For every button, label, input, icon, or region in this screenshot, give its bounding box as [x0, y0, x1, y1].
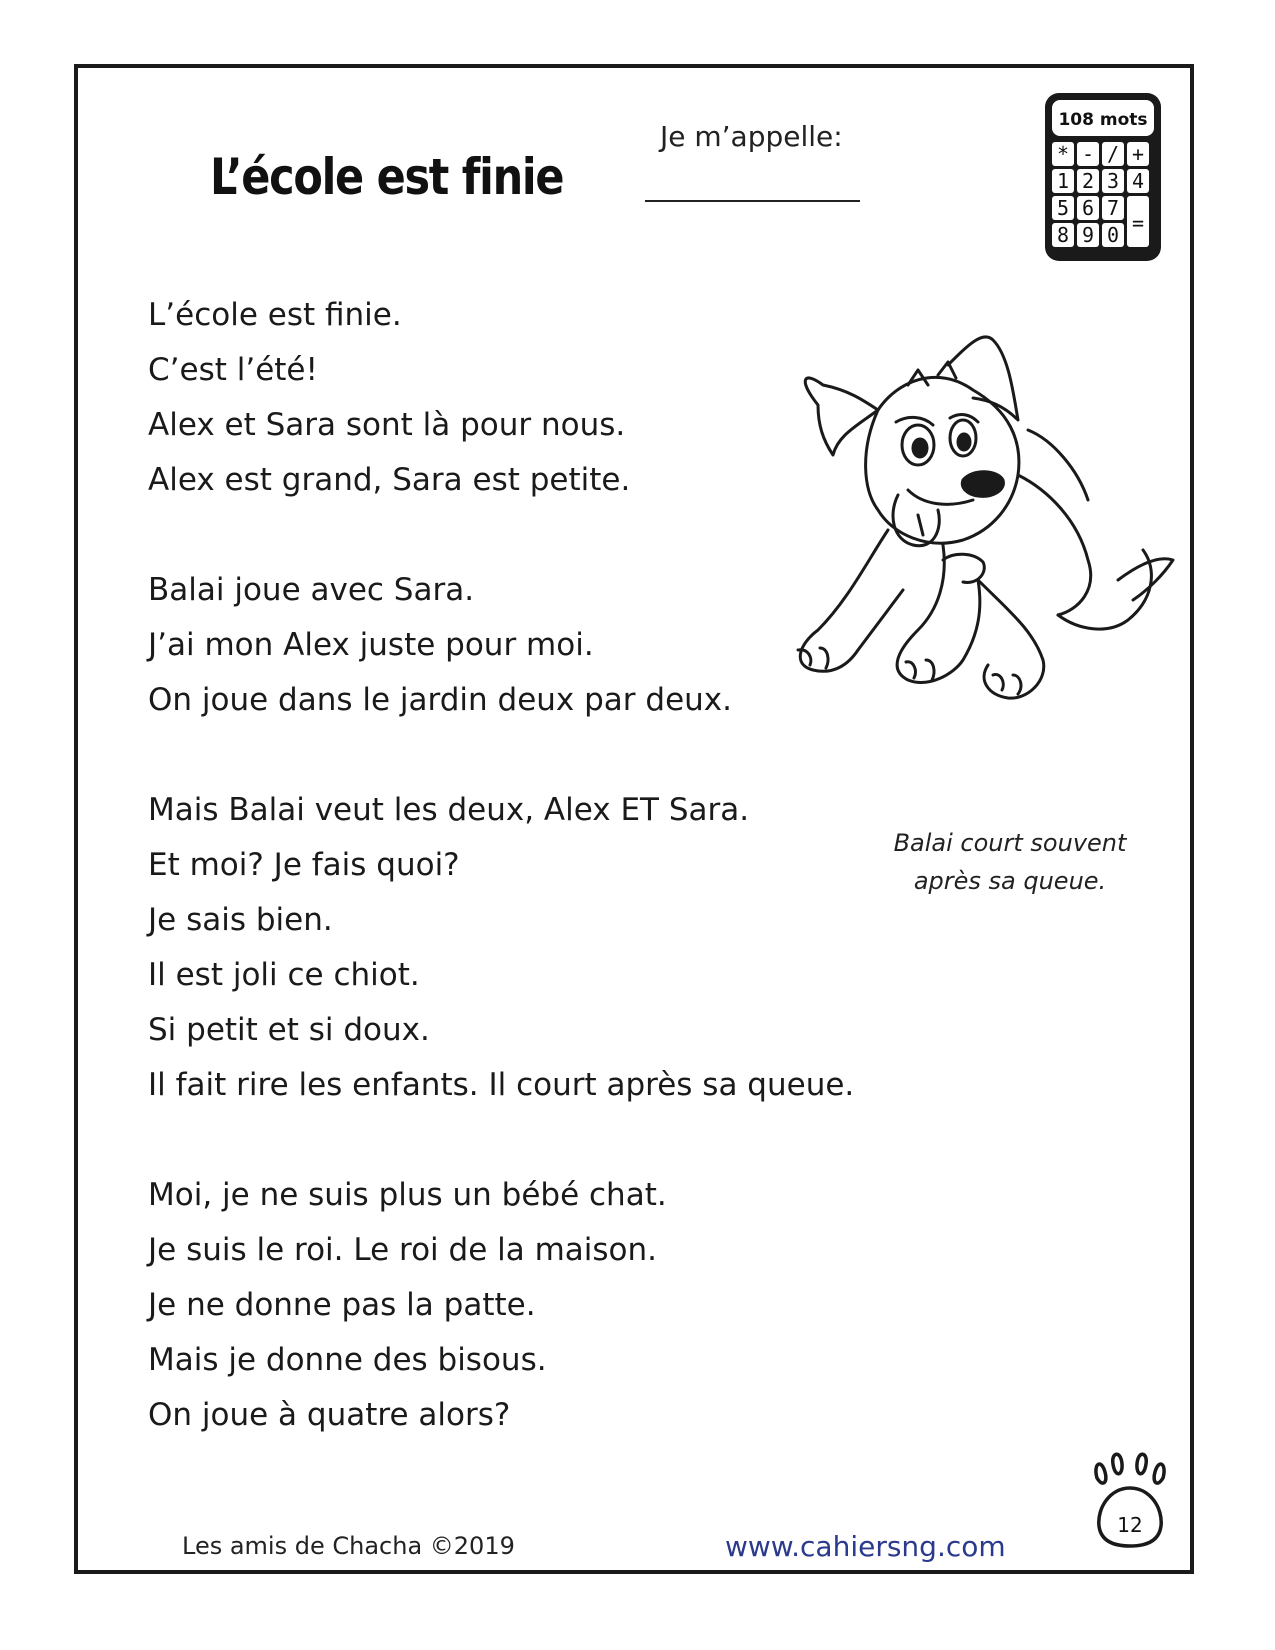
name-label: Je m’appelle:: [660, 120, 843, 153]
website-link[interactable]: www.cahiersng.com: [725, 1530, 1006, 1563]
calculator-key-label: 9: [1081, 223, 1095, 247]
story-line: Alex est grand, Sara est petite.: [148, 462, 631, 498]
story-line: C’est l’été!: [148, 352, 318, 388]
calculator-key-label: *: [1056, 142, 1070, 166]
calculator-key-label: 2: [1081, 169, 1095, 193]
calculator-key-label: 8: [1056, 223, 1070, 247]
story-line: Je suis le roi. Le roi de la maison.: [148, 1232, 658, 1268]
page-number: 12: [1117, 1513, 1143, 1537]
calculator-key-label: 6: [1081, 196, 1095, 220]
caption-line: Balai court souvent: [893, 829, 1127, 857]
story-line: Mais Balai veut les deux, Alex ET Sara.: [148, 792, 750, 828]
story-line: Si petit et si doux.: [148, 1012, 430, 1048]
story-line: Il fait rire les enfants. Il court après sa queue.: [148, 1067, 855, 1103]
calculator-key-label: -: [1081, 142, 1095, 166]
calculator-key-label: +: [1131, 142, 1145, 166]
caption-line: après sa queue.: [913, 867, 1107, 895]
copyright-text: Les amis de Chacha ©2019: [182, 1532, 515, 1560]
story-line: On joue dans le jardin deux par deux.: [148, 682, 732, 718]
story-line: Je ne donne pas la patte.: [148, 1287, 536, 1323]
calculator-key-label: /: [1106, 142, 1120, 166]
story-line: J’ai mon Alex juste pour moi.: [148, 627, 594, 663]
calculator-key-label: 3: [1106, 169, 1120, 193]
paw-print-icon: [1085, 1450, 1175, 1550]
story-line: Balai joue avec Sara.: [148, 572, 475, 608]
page-title: L’école est finie: [210, 148, 564, 206]
puppy-illustration: [778, 330, 1178, 750]
calculator-icon: [1042, 90, 1164, 264]
word-count: 108 mots: [1058, 110, 1148, 130]
story-line: Moi, je ne suis plus un bébé chat.: [148, 1177, 667, 1213]
story-line: On joue à quatre alors?: [148, 1397, 511, 1433]
story-line: Je sais bien.: [148, 902, 333, 938]
story-line: Alex et Sara sont là pour nous.: [148, 407, 626, 443]
story-line: Mais je donne des bisous.: [148, 1342, 547, 1378]
illustration-caption: [870, 824, 1150, 900]
calculator-key-label: 5: [1056, 196, 1070, 220]
calculator-key-label: 0: [1106, 223, 1120, 247]
stanza: [148, 783, 948, 1113]
story-line: Et moi? Je fais quoi?: [148, 847, 460, 883]
stanza: [148, 1168, 948, 1443]
name-input-line[interactable]: [645, 200, 860, 202]
story-line: L’école est finie.: [148, 297, 402, 333]
story-line: Il est joli ce chiot.: [148, 957, 420, 993]
calculator-key-label: 4: [1131, 169, 1145, 193]
calculator-key-label: 1: [1056, 169, 1070, 193]
calculator-key-label: 7: [1106, 196, 1120, 220]
calculator-key-label: =: [1131, 211, 1145, 235]
